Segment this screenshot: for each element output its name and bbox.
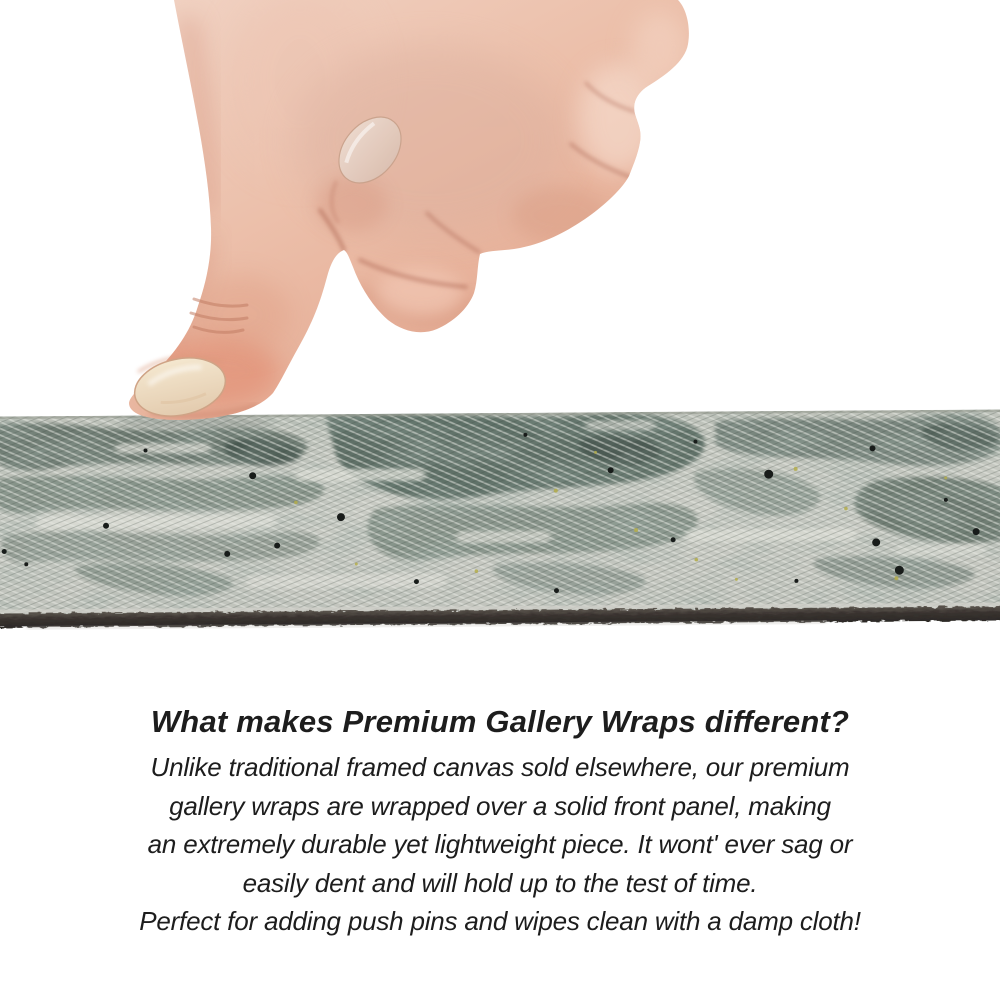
caption-line-4: easily dent and will hold up to the test of time. bbox=[242, 867, 758, 898]
caption-line-2: gallery wraps are wrapped over a solid front panel, making bbox=[169, 790, 831, 821]
hand-photo bbox=[0, 0, 1000, 440]
caption-line-3: an extremely durable yet lightweight piece. It wont' ever sag or bbox=[147, 829, 853, 859]
canvas-strip-art bbox=[0, 409, 1000, 631]
caption-block bbox=[0, 702, 1000, 941]
canvas-edge-strip bbox=[0, 409, 1000, 631]
caption-heading: What makes Premium Gallery Wraps different? bbox=[150, 704, 850, 739]
caption-line-5: Perfect for adding push pins and wipes clean with a damp cloth! bbox=[139, 906, 861, 936]
caption-line-1: Unlike traditional framed canvas sold elsewhere, our premium bbox=[150, 752, 850, 782]
fist bbox=[129, 0, 690, 424]
canvas-weave-cross bbox=[0, 409, 1000, 614]
